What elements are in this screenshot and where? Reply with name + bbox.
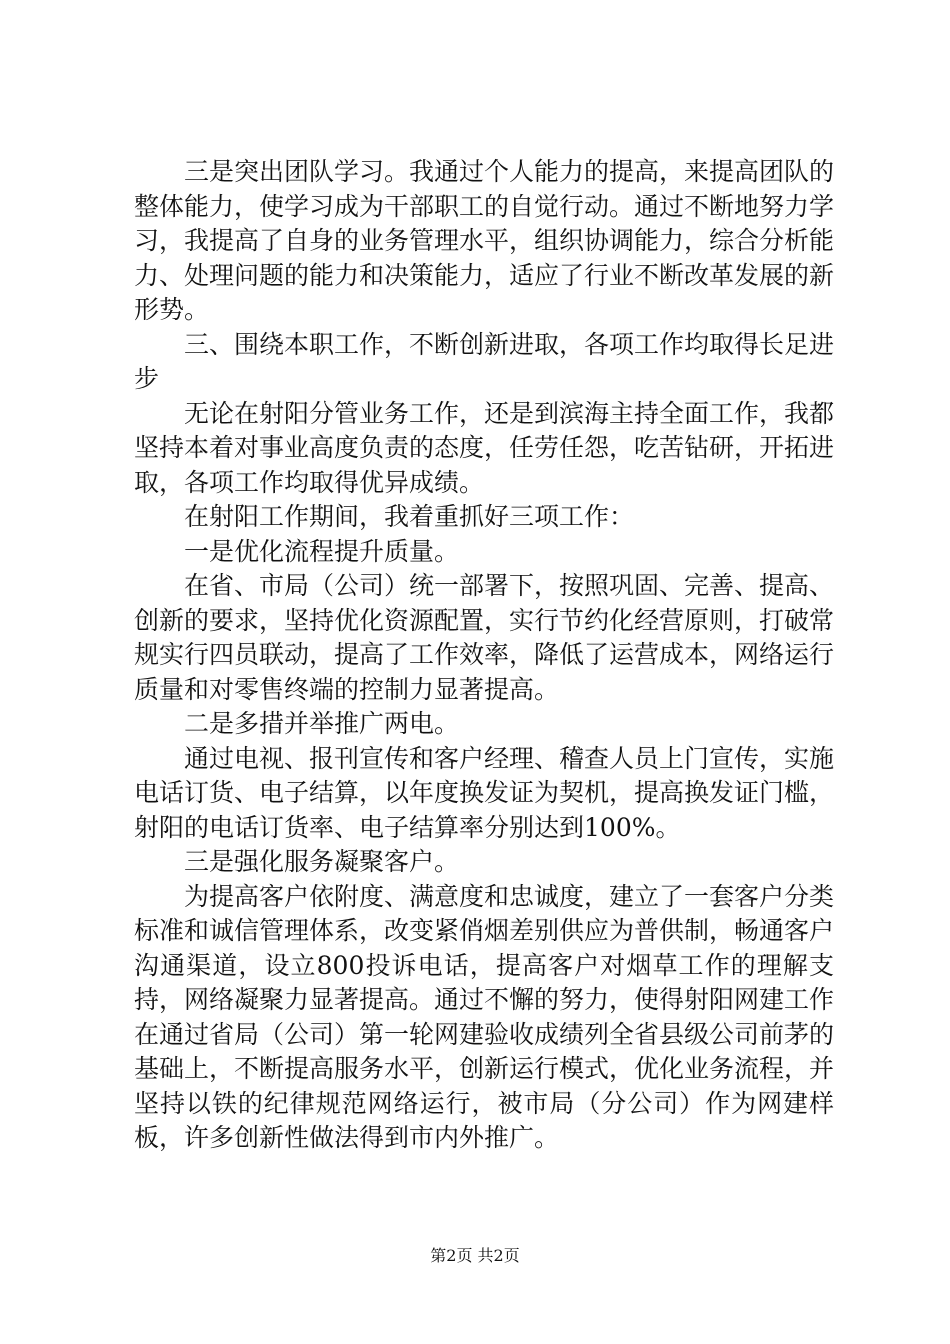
- paragraph-sheyang-intro: 在射阳工作期间，我着重抓好三项工作：: [184, 502, 635, 531]
- subheading-optimize-process: 一是优化流程提升质量。: [184, 536, 460, 566]
- paragraph-optimize-process: 在省、市局（公司）统一部署下，按照巩固、完善、提高、创新的要求，坚持优化资源配置，实行节约化经营原则，打破常规实行四员联动，提高了工作效率，降低了运营成本，网络运行质量和对零售终端的控制力显著提高。: [134, 571, 835, 704]
- paragraph-overview: 无论在射阳分管业务工作，还是到滨海主持全面工作，我都坚持本着对事业高度负责的态度，任劳任怨，吃苦钻研，开拓进取，各项工作均取得优异成绩。: [134, 398, 835, 497]
- paragraph-team-learning: 三是突出团队学习。我通过个人能力的提高，来提高团队的整体能力，使学习成为干部职工的自觉行动。通过不断地努力学习，我提高了自身的业务管理水平，组织协调能力，综合分析能力、处理问题的能力和决策能力，适应了行业不断改革发展的新形势。: [134, 157, 835, 324]
- page-number-footer: 第2页 共2页: [430, 1246, 520, 1265]
- paragraph-promote-two-electric: 通过电视、报刊宣传和客户经理、稽查人员上门宣传，实施电话订货、电子结算，以年度换发证为契机，提高换发证门槛，射阳的电话订货率、电子结算率分别达到100%。: [134, 743, 835, 842]
- subheading-strengthen-service: 三是强化服务凝聚客户。: [184, 847, 460, 876]
- section-heading-three: 三、围绕本职工作，不断创新进取，各项工作均取得长足进步: [134, 329, 835, 393]
- document-body: [134, 155, 834, 1156]
- paragraph-strengthen-service: 为提高客户依附度、满意度和忠诚度，建立了一套客户分类标准和诚信管理体系，改变紧俏烟差别供应为普供制，畅通客户沟通渠道，设立800投诉电话，提高客户对烟草工作的理解支持，网络凝聚力显著提高。通过不懈的努力，使得射阳网建工作在通过省局（公司）第一轮网建验收成绩列全省县级公司前茅的基础上，不断提高服务水平，创新运行模式，优化业务流程，并坚持以铁的纪律规范网络运行，被市局（分公司）作为网建样板，许多创新性做法得到市内外推广。: [134, 881, 835, 1152]
- subheading-promote-two-electric: 二是多措并举推广两电。: [184, 709, 460, 738]
